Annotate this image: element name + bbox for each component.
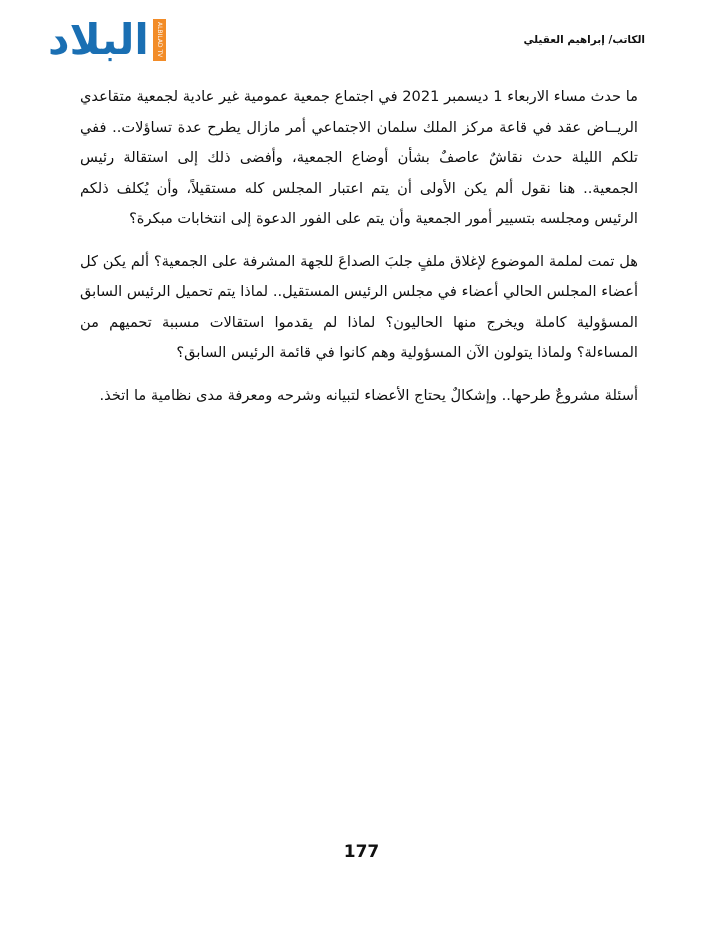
paragraph-3: أسئلة مشروعٌ طرحها.. وإشكالٌ يحتاج الأعضاء لتبيانه وشرحه ومعرفة مدى نظامية ما اتخذ. [99,386,638,404]
newspaper-logo [48,15,166,64]
logo-badge: ALBILAD TV [153,19,166,61]
author-byline: الكاتب/ إبراهيم العقيلي [523,34,645,46]
page-number: 177 [343,842,380,862]
article-body [80,82,638,423]
paragraph-2: هل تمت لملمة الموضوع لإغلاق ملفٍ جلبَ الصداعَ للجهة المشرفة على الجمعية؟ ألم يكن كل أعضاء المجلس الحالي أعضاء في مجلس الرئيس المستقيل.. لماذا يتم تحميل الرئيس السابق المسؤولية كاملة ويخرج منها الحاليون؟ لماذا لم يقدموا استقالات مسببة تحميهم من المساءلة؟ ولماذا يتولون الآن المسؤولية وهم كانوا في قائمة الرئيس السابق؟ [80,252,638,361]
paragraph-1: ما حدث مساء الاربعاء 1 ديسمبر 2021 في اجتماع جمعية عمومية غير عادية لجمعية متقاعدي الريــاض عقد في قاعة مركز الملك سلمان الاجتماعي أمر مازال يطرح عدة تساؤلات.. ففي تلكم الليلة حدث نقاشٌ عاصفٌ بشأن أوضاع الجمعية، وأفضى ذلك إلى استقالة رئيس الجمعية.. هنا نقول ألم يكن الأولى أن يتم اعتبار المجلس كله مستقيلاً، وأن يُكلف ذلكم الرئيس ومجلسه بتسيير أمور الجمعية وأن يتم على الفور الدعوة إلى انتخابات مبكرة؟ [80,88,638,227]
logo-text: البلاد [48,15,149,64]
